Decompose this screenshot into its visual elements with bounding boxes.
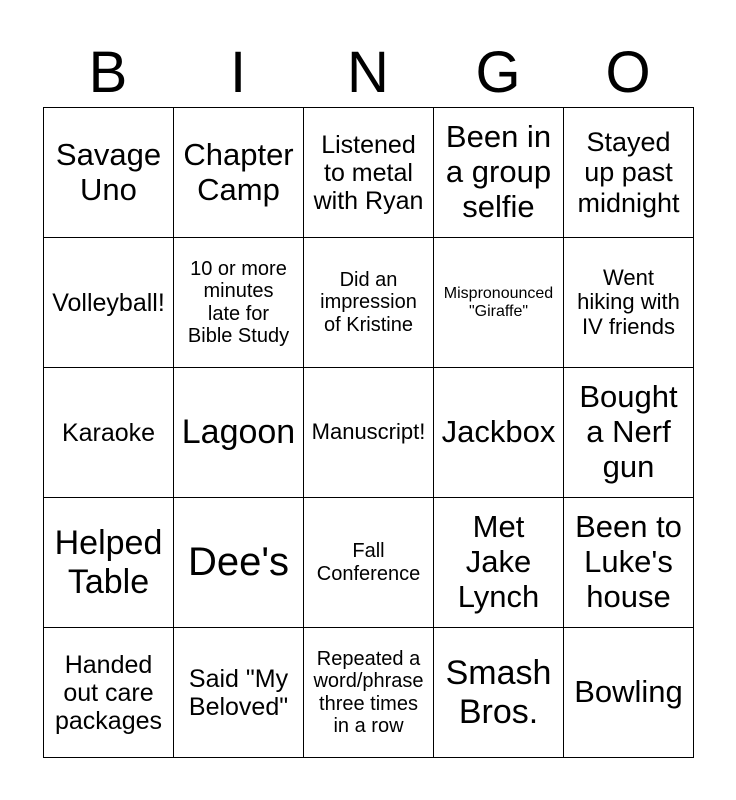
bingo-cell[interactable] xyxy=(434,498,564,628)
bingo-header xyxy=(43,38,693,108)
bingo-cell[interactable] xyxy=(304,628,434,758)
bingo-cell[interactable] xyxy=(434,368,564,498)
bingo-cell[interactable] xyxy=(434,238,564,368)
cell-text: Bowling xyxy=(574,674,683,710)
bingo-cell[interactable] xyxy=(304,498,434,628)
bingo-cell[interactable] xyxy=(174,498,304,628)
cell-text: Said "My Beloved" xyxy=(188,664,289,721)
bingo-cell[interactable] xyxy=(564,368,694,498)
cell-text: Dee's xyxy=(187,540,289,585)
bingo-cell[interactable] xyxy=(174,368,304,498)
cell-text: Lagoon xyxy=(181,413,296,452)
cell-text: 10 or more minutes late for Bible Study xyxy=(187,257,290,347)
bingo-cell[interactable] xyxy=(174,238,304,368)
bingo-cell[interactable] xyxy=(44,628,174,758)
header-letter-b: B xyxy=(88,40,128,105)
cell-text: Helped Table xyxy=(54,524,163,601)
cell-text: Been in a group selfie xyxy=(445,119,552,224)
bingo-cell[interactable] xyxy=(434,628,564,758)
cell-text: Fall Conference xyxy=(316,540,421,585)
cell-text: Went hiking with IV friends xyxy=(577,264,680,339)
bingo-board xyxy=(43,107,694,758)
header-letter-o: O xyxy=(605,40,651,105)
bingo-cell[interactable] xyxy=(304,368,434,498)
cell-text: Stayed up past midnight xyxy=(577,127,680,218)
header-letter-g: G xyxy=(475,40,521,105)
cell-text: Savage Uno xyxy=(55,136,162,207)
bingo-cell[interactable] xyxy=(44,498,174,628)
cell-text: Been to Luke's house xyxy=(575,509,682,614)
bingo-cell[interactable] xyxy=(564,238,694,368)
header-letter-n: N xyxy=(347,40,389,105)
bingo-cell[interactable] xyxy=(564,108,694,238)
bingo-cell[interactable] xyxy=(44,238,174,368)
bingo-cell[interactable] xyxy=(174,628,304,758)
bingo-cell[interactable] xyxy=(44,108,174,238)
cell-text: Bought a Nerf gun xyxy=(579,379,678,484)
bingo-cell[interactable] xyxy=(304,108,434,238)
cell-text: Chapter Camp xyxy=(183,136,294,207)
cell-text: Manuscript! xyxy=(311,419,426,445)
cell-text: Mispronounced "Giraffe" xyxy=(443,284,554,320)
bingo-cell[interactable] xyxy=(174,108,304,238)
cell-text: Karaoke xyxy=(61,418,156,447)
bingo-cell[interactable] xyxy=(304,238,434,368)
bingo-cell[interactable] xyxy=(564,498,694,628)
cell-text: Did an impression of Kristine xyxy=(320,268,417,336)
bingo-cell[interactable] xyxy=(44,368,174,498)
cell-text: Handed out care packages xyxy=(54,650,163,735)
bingo-cell[interactable] xyxy=(434,108,564,238)
cell-text: Met Jake Lynch xyxy=(457,509,540,614)
cell-text: Smash Bros. xyxy=(445,654,552,731)
cell-text: Jackbox xyxy=(441,414,556,450)
cell-text: Repeated a word/phrase three times in a row xyxy=(313,647,424,737)
bingo-cell[interactable] xyxy=(564,628,694,758)
cell-text: Listened to metal with Ryan xyxy=(313,130,424,215)
header-letter-i: I xyxy=(229,40,247,105)
cell-text: Volleyball! xyxy=(52,288,165,317)
